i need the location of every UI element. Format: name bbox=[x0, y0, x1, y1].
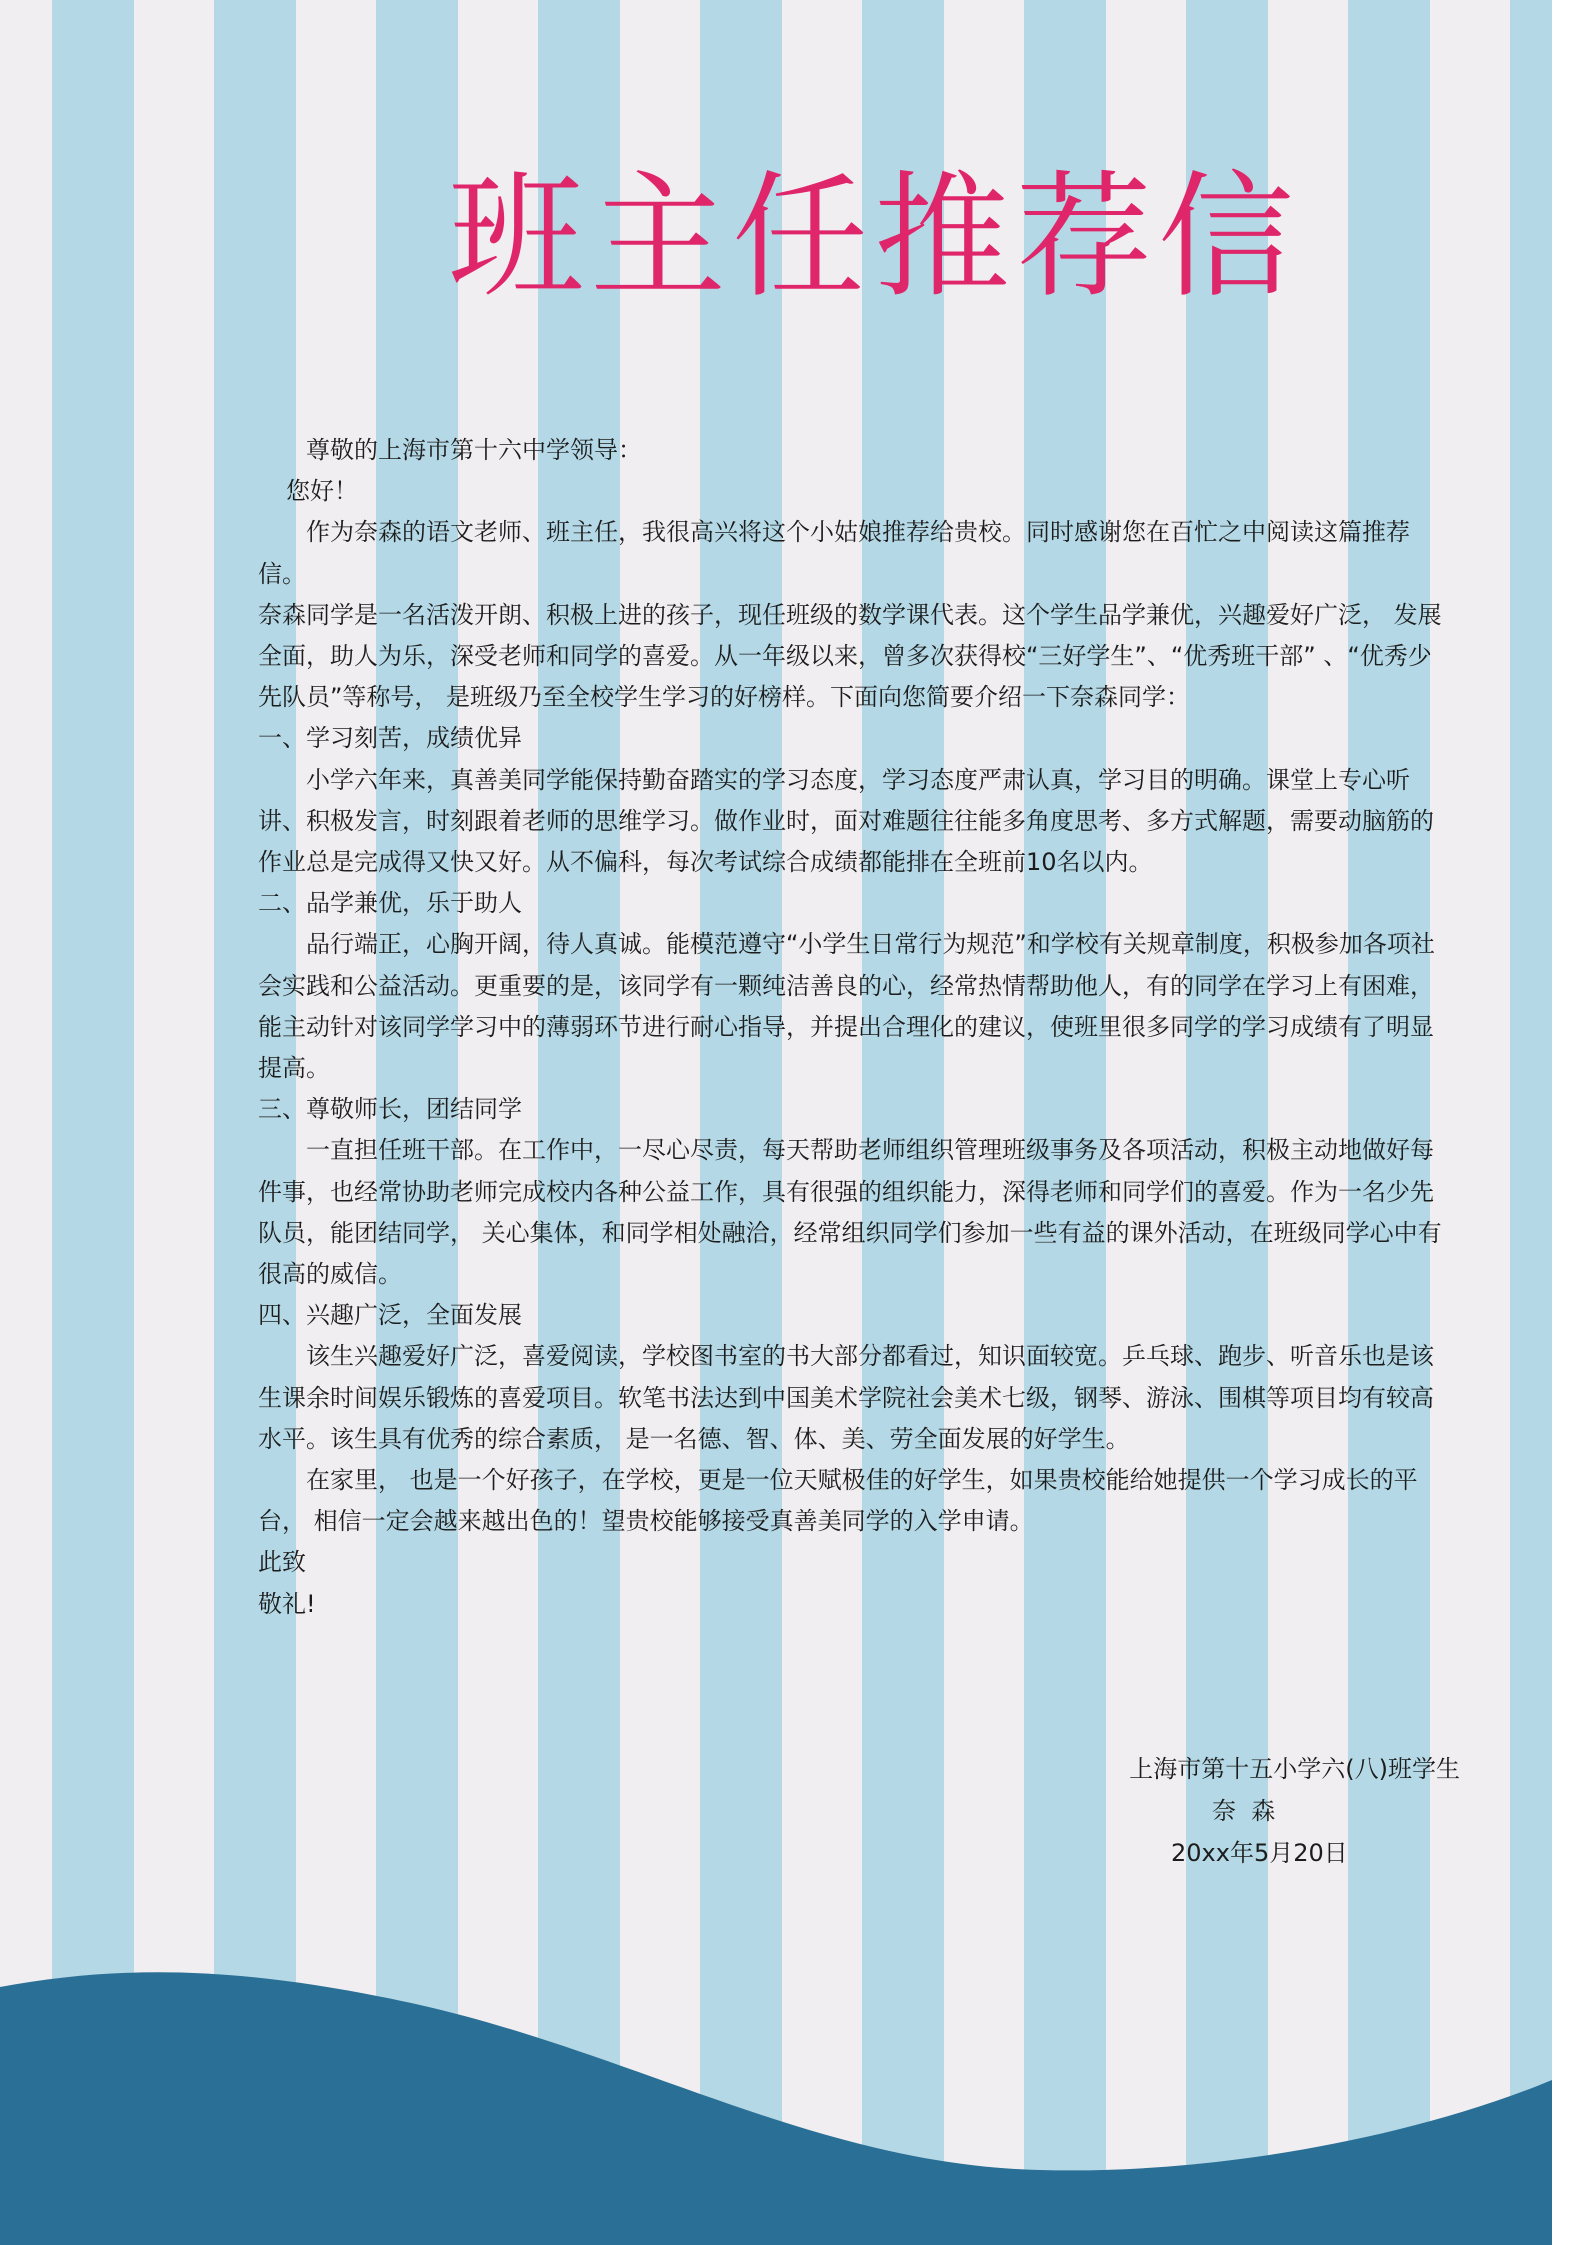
salutation: 尊敬的上海市第十六中学领导： bbox=[306, 436, 642, 464]
section-body: 品行端正，心胸开阔，待人真诚。能模范遵守“小学生日常行为规范”和学校有关规章制度，积极参加各项社会实践和公益活动。更重要的是，该同学有一颗纯洁善良的心，经常热情帮助他人，有的同学在学习上有困难，能主动针对该同学学习中的薄弱环节进行耐心指导，并提出合理化的建议，使班里很多同学的学习成绩有了明显提高。 bbox=[258, 930, 1435, 1083]
signature-date: 20xx年5月20日 bbox=[1171, 1839, 1348, 1867]
wave-decoration bbox=[0, 1905, 1588, 2245]
summary-paragraph: 奈森同学是一名活泼开朗、积极上进的孩子，现任班级的数学课代表。这个学生品学兼优，兴趣爱好广泛， 发展全面，助人为乐，深受老师和同学的喜爱。从一年级以来，曾多次获得校“三好学生”、“优秀班干部” 、“优秀少先队员”等称号， 是班级乃至全校学生学习的好榜样。下面向您简要介绍一下奈森同学： bbox=[258, 600, 1442, 712]
section-heading: 一、学习刻苦，成绩优异 bbox=[258, 724, 522, 753]
greeting: 您好！ bbox=[286, 477, 358, 506]
section-body: 一直担任班干部。在工作中，一尽心尽责，每天帮助老师组织管理班级事务及各项活动，积极主动地做好每件事，也经常协助老师完成校内各种公益工作，具有很强的组织能力，深得老师和同学们的喜爱。作为一名少先队员，能团结同学， 关心集体，和同学相处融洽，经常组织同学们参加一些有益的课外活动，在班级同学心中有很高的威信。 bbox=[258, 1136, 1442, 1289]
section-heading: 二、品学兼优，乐于助人 bbox=[258, 889, 522, 918]
section-body: 小学六年来，真善美同学能保持勤奋踏实的学习态度，学习态度严肃认真，学习目的明确。课堂上专心听讲、积极发言，时刻跟着老师的思维学习。做作业时，面对难题往往能多角度思考、多方式解题，需要动脑筋的作业总是完成得又快又好。从不偏科，每次考试综合成绩都能排在全班前10名以内。 bbox=[258, 765, 1434, 877]
section-heading: 三、尊敬师长，团结同学 bbox=[258, 1095, 522, 1124]
page-title: 班主任推荐信 bbox=[448, 159, 1300, 317]
signature-school: 上海市第十五小学六(八)班学生 bbox=[1129, 1755, 1460, 1783]
section-body: 该生兴趣爱好广泛，喜爱阅读，学校图书室的书大部分都看过，知识面较宽。乒乓球、跑步、听音乐也是该生课余时间娱乐锻炼的喜爱项目。软笔书法达到中国美术学院社会美术七级，钢琴、游泳、围棋等项目均有较高水平。该生具有优秀的综合素质， 是一名德、智、体、美、劳全面发展的好学生。 bbox=[258, 1342, 1434, 1453]
regards-line-1: 此致 bbox=[258, 1548, 306, 1577]
section-heading: 四、兴趣广泛，全面发展 bbox=[258, 1301, 522, 1330]
signature-block bbox=[1100, 1748, 1460, 1874]
intro-paragraph: 作为奈森的语文老师、班主任，我很高兴将这个小姑娘推荐给贵校。同时感谢您在百忙之中阅读这篇推荐信。 bbox=[258, 518, 1410, 588]
signature-name: 奈 森 bbox=[1212, 1797, 1276, 1825]
regards-line-2: 敬礼! bbox=[258, 1589, 316, 1618]
closing-paragraph: 在家里， 也是一个好孩子，在学校，更是一位天赋极佳的好学生，如果贵校能给她提供一个学习成长的平台， 相信一定会越来越出色的！望贵校能够接受真善美同学的入学申请。 bbox=[258, 1466, 1418, 1536]
letter-body bbox=[258, 430, 1444, 1625]
